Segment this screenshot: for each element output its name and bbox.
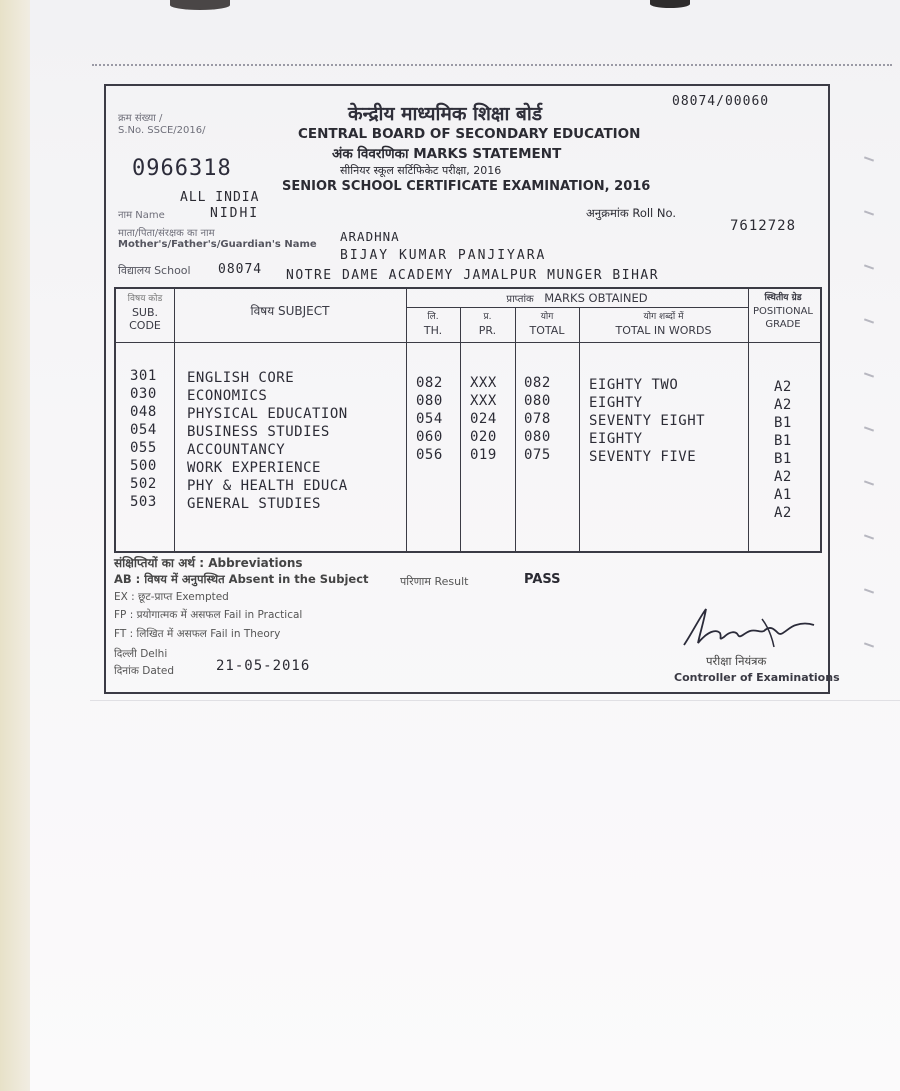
- roll-number: 7612728: [730, 218, 797, 234]
- grade-column: [774, 378, 792, 522]
- exam-name: SENIOR SCHOOL CERTIFICATE EXAMINATION, 2016: [282, 179, 651, 194]
- abbr-fail-practical: FP : प्रयोगात्मक में असफल Fail in Practical: [114, 609, 303, 621]
- school-name: NOTRE DAME ACADEMY JAMALPUR MUNGER BIHAR: [286, 268, 660, 283]
- dated-label: दिनांक Dated: [114, 665, 175, 677]
- table-cell: 054: [130, 422, 157, 438]
- table-cell: SEVENTY EIGHT: [589, 413, 706, 429]
- table-cell: ECONOMICS: [187, 388, 268, 404]
- table-cell: 060: [416, 429, 443, 445]
- region: ALL INDIA: [180, 190, 260, 205]
- table-cell: XXX: [470, 375, 497, 391]
- header-marks-obtained: प्राप्तांक MARKS OBTAINED: [506, 291, 648, 305]
- table-cell: A2: [774, 505, 792, 521]
- name-label: नाम Name: [118, 210, 165, 221]
- table-cell: 080: [524, 393, 551, 409]
- table-cell: B1: [774, 451, 792, 467]
- code-column: [130, 367, 157, 511]
- total-column: [524, 374, 551, 464]
- table-cell: 503: [130, 494, 157, 510]
- table-cell: 048: [130, 404, 157, 420]
- table-cell: 019: [470, 447, 497, 463]
- serial-label: S.No. SSCE/2016/: [118, 125, 206, 136]
- table-cell: PHYSICAL EDUCATION: [187, 406, 348, 422]
- place-label: दिल्ली Delhi: [114, 648, 168, 660]
- marks-table: [114, 287, 822, 553]
- table-cell: SEVENTY FIVE: [589, 449, 697, 465]
- table-cell: B1: [774, 415, 792, 431]
- table-cell: 020: [470, 429, 497, 445]
- header-total-words: योग शब्दों में TOTAL IN WORDS: [615, 312, 712, 337]
- paper-fold-line: [90, 700, 900, 701]
- father-name: BIJAY KUMAR PANJIYARA: [340, 248, 547, 263]
- table-cell: EIGHTY: [589, 395, 643, 411]
- table-cell: 075: [524, 447, 551, 463]
- serial-label-hindi: क्रम संख्या /: [118, 113, 163, 124]
- header-theory: लि. TH.: [423, 312, 443, 337]
- table-cell: 082: [416, 375, 443, 391]
- practical-column: [470, 374, 497, 464]
- table-cell: A1: [774, 487, 792, 503]
- result-label: परिणाम Result: [400, 575, 469, 588]
- table-cell: EIGHTY TWO: [589, 377, 679, 393]
- roll-label: अनुक्रमांक Roll No.: [586, 206, 676, 220]
- table-cell: 078: [524, 411, 551, 427]
- abbr-fail-theory: FT : लिखित में असफल Fail in Theory: [114, 628, 281, 640]
- table-cell: 080: [524, 429, 551, 445]
- controller-signature: [678, 603, 818, 651]
- statement-title: अंक विवरणिका MARKS STATEMENT: [332, 146, 562, 162]
- table-cell: ACCOUNTANCY: [187, 442, 286, 458]
- parents-label: Mother's/Father's/Guardian's Name: [118, 239, 317, 250]
- table-cell: WORK EXPERIENCE: [187, 460, 321, 476]
- finger-shadow: [170, 0, 230, 10]
- theory-column: [416, 374, 443, 464]
- table-cell: 030: [130, 386, 157, 402]
- finger-shadow-right: [650, 0, 690, 8]
- table-cell: A2: [774, 469, 792, 485]
- mother-name: ARADHNA: [340, 229, 400, 244]
- parents-label-hindi: माता/पिता/संरक्षक का नाम: [118, 228, 215, 239]
- table-cell: 024: [470, 411, 497, 427]
- exam-name-hindi: सीनियर स्कूल सर्टिफिकेट परीक्षा, 2016: [340, 164, 502, 177]
- words-column: [589, 376, 705, 466]
- board-name-hindi: केन्द्रीय माध्यमिक शिक्षा बोर्ड: [348, 103, 542, 125]
- header-sub-code: विषय कोड SUB. CODE: [127, 294, 163, 332]
- abbr-absent: AB : विषय में अनुपस्थित Absent in the Subject: [114, 572, 369, 586]
- table-cell: 500: [130, 458, 157, 474]
- candidate-name: NIDHI: [210, 206, 260, 221]
- controller-label: Controller of Examinations: [674, 671, 840, 684]
- controller-label-hindi: परीक्षा नियंत्रक: [706, 654, 767, 668]
- board-name: CENTRAL BOARD OF SECONDARY EDUCATION: [298, 126, 641, 142]
- issue-date: 21-05-2016: [216, 658, 311, 674]
- document-number: 08074/00060: [672, 94, 770, 109]
- table-cell: 080: [416, 393, 443, 409]
- table-cell: 502: [130, 476, 157, 492]
- table-cell: A2: [774, 379, 792, 395]
- table-cell: 055: [130, 440, 157, 456]
- subject-column: [187, 369, 348, 513]
- table-cell: XXX: [470, 393, 497, 409]
- table-cell: PHY & HEALTH EDUCA: [187, 478, 348, 494]
- table-cell: GENERAL STUDIES: [187, 496, 321, 512]
- perforation-line: [92, 64, 892, 66]
- table-cell: EIGHTY: [589, 431, 643, 447]
- result-value: PASS: [524, 572, 561, 587]
- table-cell: A2: [774, 397, 792, 413]
- table-cell: 301: [130, 368, 157, 384]
- school-label: विद्यालय School: [118, 264, 191, 277]
- table-cell: BUSINESS STUDIES: [187, 424, 330, 440]
- table-cell: ENGLISH CORE: [187, 370, 295, 386]
- table-cell: B1: [774, 433, 792, 449]
- header-grade: स्थितीय ग्रेड POSITIONAL GRADE: [752, 293, 814, 330]
- table-cell: 082: [524, 375, 551, 391]
- serial-number: 0966318: [132, 156, 232, 181]
- table-cell: 056: [416, 447, 443, 463]
- header-total: योग TOTAL: [529, 312, 565, 337]
- table-cell: 054: [416, 411, 443, 427]
- school-code: 08074: [218, 262, 263, 277]
- header-practical: प्र. PR.: [478, 312, 497, 337]
- abbr-exempted: EX : छूट-प्राप्त Exempted: [114, 591, 229, 603]
- header-subject: विषय SUBJECT: [250, 304, 330, 318]
- abbreviations-title: संक्षिप्तियों का अर्थ : Abbreviations: [114, 556, 303, 570]
